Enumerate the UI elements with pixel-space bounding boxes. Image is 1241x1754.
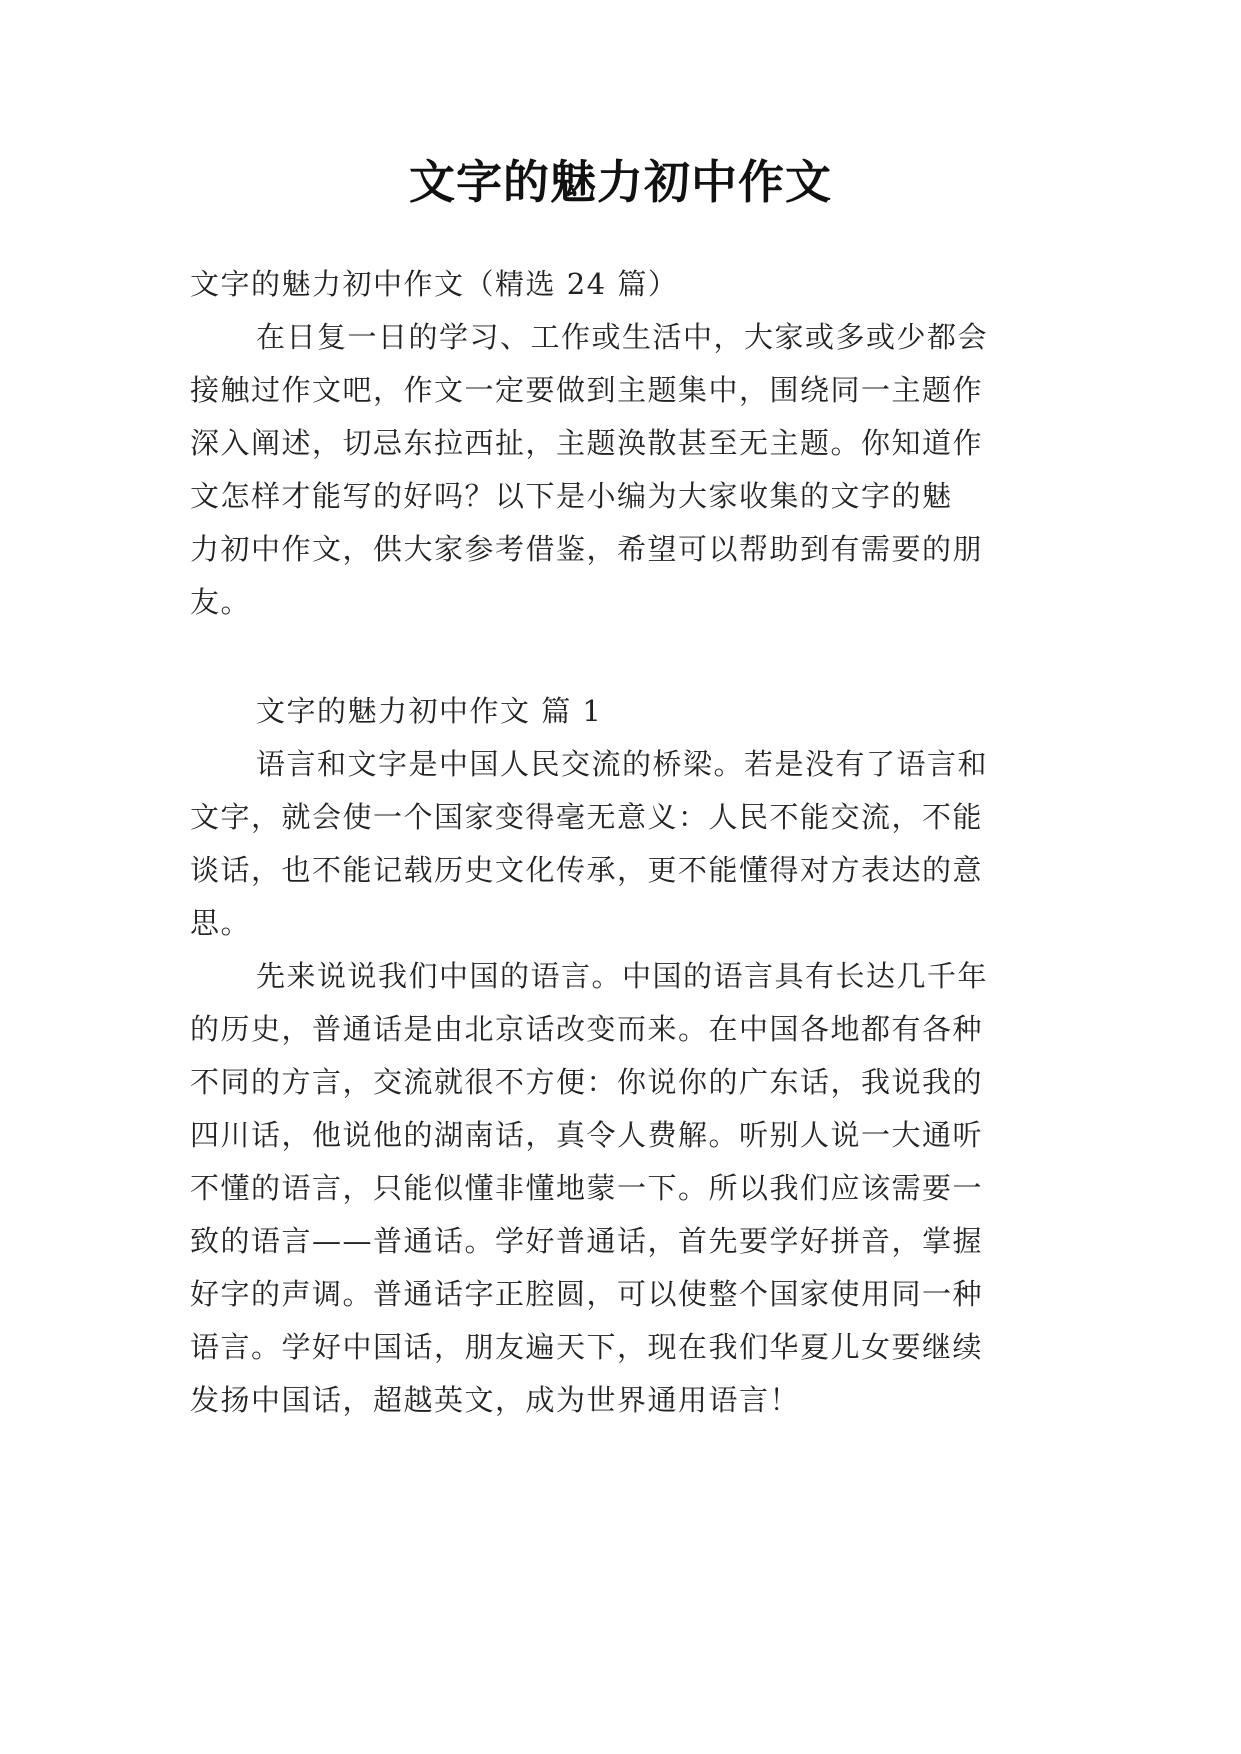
paragraph-line: 好字的声调。普通话字正腔圆，可以使整个国家使用同一种 (190, 1277, 984, 1311)
intro-line: 文怎样才能写的好吗？以下是小编为大家收集的文字的魅 (190, 479, 953, 513)
paragraph-line: 致的语言——普通话。学好普通话，首先要学好拼音，掌握 (190, 1224, 984, 1258)
intro-line: 友。 (190, 585, 252, 619)
intro-line: 力初中作文，供大家参考借鉴，希望可以帮助到有需要的朋 (190, 532, 984, 566)
intro-line: 接触过作文吧，作文一定要做到主题集中，围绕同一主题作 (190, 373, 984, 407)
paragraph-line: 不同的方言，交流就很不方便：你说你的广东话，我说我的 (190, 1065, 984, 1099)
intro-line: 深入阐述，切忌东拉西扯，主题涣散甚至无主题。你知道作 (190, 426, 984, 460)
paragraph-line: 语言和文字是中国人民交流的桥梁。若是没有了语言和 (256, 747, 989, 781)
paragraph-line: 发扬中国话，超越英文，成为世界通用语言！ (190, 1383, 801, 1417)
section-heading: 文字的魅力初中作文 篇 1 (256, 694, 603, 728)
paragraph-line: 四川话，他说他的湖南话，真令人费解。听别人说一大通听 (190, 1118, 984, 1152)
intro-line: 在日复一日的学习、工作或生活中，大家或多或少都会 (256, 320, 989, 354)
paragraph-line: 思。 (190, 906, 252, 940)
document-subtitle: 文字的魅力初中作文（精选 24 篇） (190, 267, 679, 301)
paragraph-line: 谈话，也不能记载历史文化传承，更不能懂得对方表达的意 (190, 853, 984, 887)
paragraph-line: 语言。学好中国话，朋友遍天下，现在我们华夏儿女要继续 (190, 1330, 984, 1364)
document-title: 文字的魅力初中作文 (409, 155, 832, 209)
paragraph-line: 的历史，普通话是由北京话改变而来。在中国各地都有各种 (190, 1012, 984, 1046)
paragraph-line: 文字，就会使一个国家变得毫无意义：人民不能交流，不能 (190, 800, 984, 834)
paragraph-line: 先来说说我们中国的语言。中国的语言具有长达几千年 (256, 959, 989, 993)
paragraph-line: 不懂的语言，只能似懂非懂地蒙一下。所以我们应该需要一 (190, 1171, 984, 1205)
